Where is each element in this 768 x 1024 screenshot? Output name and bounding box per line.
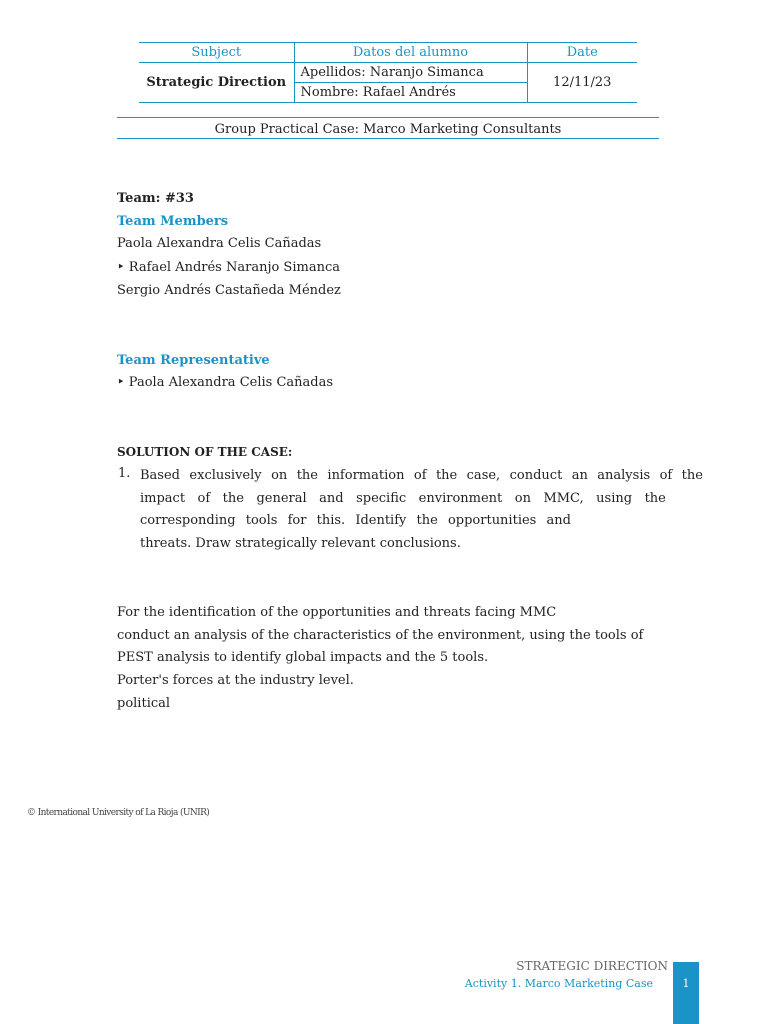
question-word: the <box>296 468 318 483</box>
team-member: Sergio Andrés Castañeda Méndez <box>117 283 341 298</box>
question-word: of <box>197 491 211 506</box>
question-word: the <box>435 468 458 483</box>
question-word: of <box>413 468 427 483</box>
copyright-notice: © International University of La Rioja (UNIR) <box>27 808 210 818</box>
team-number: Team: #33 <box>117 191 194 206</box>
question-word: and <box>319 491 344 506</box>
question-word: the <box>644 491 666 506</box>
question-line-2 <box>140 491 666 506</box>
question-word: tools <box>245 513 278 528</box>
case-title-top-rule <box>117 117 659 118</box>
student-column-header: Datos del alumno <box>294 43 527 63</box>
team-member: Paola Alexandra Celis Cañadas <box>117 236 322 251</box>
question-word: an <box>571 468 588 483</box>
question-word: case, <box>466 468 501 483</box>
question-word: Based <box>140 468 180 483</box>
body-paragraph-line: For the identification of the opportunities and threats facing MMC <box>117 605 557 620</box>
subject-value: Strategic Direction <box>139 63 294 103</box>
surname-value: Apellidos: Naranjo Simanca <box>294 63 527 83</box>
question-word: impact <box>140 491 186 506</box>
body-paragraph-line: conduct an analysis of the characteristics of the environment, using the tools of <box>117 628 644 643</box>
footer-activity-name: Activity 1. Marco Marketing Case <box>464 977 653 990</box>
question-word: opportunities <box>447 513 537 528</box>
team-members-heading: Team Members <box>117 214 229 229</box>
question-word: the <box>416 513 438 528</box>
team-member: ‣ Rafael Andrés Naranjo Simanca <box>117 260 340 275</box>
question-word: analysis <box>597 468 651 483</box>
question-word: environment <box>418 491 503 506</box>
question-word: corresponding <box>140 513 236 528</box>
body-paragraph-line: PEST analysis to identify global impacts and the 5 tools. <box>117 650 489 665</box>
question-word: the <box>222 491 244 506</box>
question-line-4: threats. Draw strategically relevant conclusions. <box>140 536 461 551</box>
header-table <box>139 42 637 103</box>
question-word: on <box>514 491 531 506</box>
question-word: conduct <box>509 468 563 483</box>
page-number: 1 <box>673 962 699 1024</box>
question-word: exclusively <box>189 468 262 483</box>
question-word: Identify <box>355 513 407 528</box>
date-value: 12/11/23 <box>527 63 637 103</box>
footer-course-name: STRATEGIC DIRECTION <box>516 959 668 973</box>
question-line-3 <box>140 513 571 528</box>
question-word: general <box>256 491 307 506</box>
body-paragraph-line: Porter's forces at the industry level. <box>117 673 354 688</box>
question-word: information <box>327 468 405 483</box>
question-word: and <box>546 513 571 528</box>
question-word: the <box>681 468 703 483</box>
case-title: Group Practical Case: Marco Marketing Consultants <box>214 122 562 137</box>
question-word: for <box>287 513 307 528</box>
team-representative-heading: Team Representative <box>117 353 270 368</box>
name-value: Nombre: Rafael Andrés <box>294 83 527 103</box>
date-column-header: Date <box>527 43 637 63</box>
question-word: MMC, <box>543 491 584 506</box>
question-word: of <box>659 468 673 483</box>
question-word: specific <box>356 491 407 506</box>
case-title-bottom-rule <box>117 138 659 139</box>
question-word: this. <box>316 513 346 528</box>
subject-column-header: Subject <box>139 43 294 63</box>
question-line-1 <box>140 468 703 483</box>
team-representative: ‣ Paola Alexandra Celis Cañadas <box>117 375 334 390</box>
solution-heading: SOLUTION OF THE CASE: <box>117 445 293 459</box>
question-word: on <box>271 468 288 483</box>
question-word: using <box>596 491 633 506</box>
body-paragraph-line: political <box>117 696 171 711</box>
question-number: 1. <box>118 466 131 481</box>
